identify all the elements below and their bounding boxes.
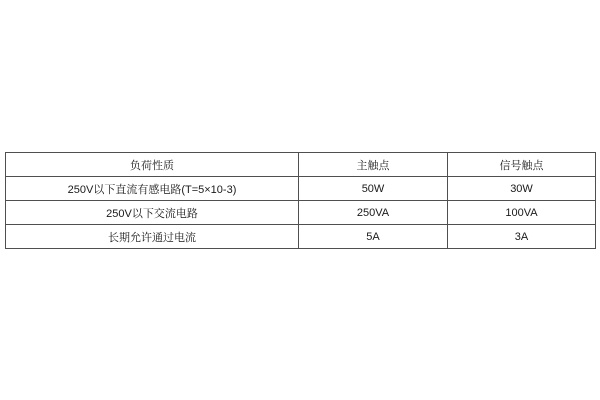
table-header-row bbox=[6, 153, 596, 177]
cell-main-dc-rating: 50W bbox=[299, 177, 448, 201]
header-cell-load-nature: 负荷性质 bbox=[6, 153, 299, 177]
cell-main-current-rating: 5A bbox=[299, 225, 448, 249]
cell-load-continuous-current: 长期允许通过电流 bbox=[6, 225, 299, 249]
cell-load-dc-circuit: 250V以下直流有感电路(T=5×10-3) bbox=[6, 177, 299, 201]
cell-main-ac-rating: 250VA bbox=[299, 201, 448, 225]
table-row bbox=[6, 177, 596, 201]
cell-signal-ac-rating: 100VA bbox=[448, 201, 596, 225]
table-row bbox=[6, 201, 596, 225]
header-cell-main-contact: 主触点 bbox=[299, 153, 448, 177]
cell-load-ac-circuit: 250V以下交流电路 bbox=[6, 201, 299, 225]
header-cell-signal-contact: 信号触点 bbox=[448, 153, 596, 177]
cell-signal-current-rating: 3A bbox=[448, 225, 596, 249]
table-row bbox=[6, 225, 596, 249]
cell-signal-dc-rating: 30W bbox=[448, 177, 596, 201]
contact-load-spec-table bbox=[5, 152, 596, 249]
